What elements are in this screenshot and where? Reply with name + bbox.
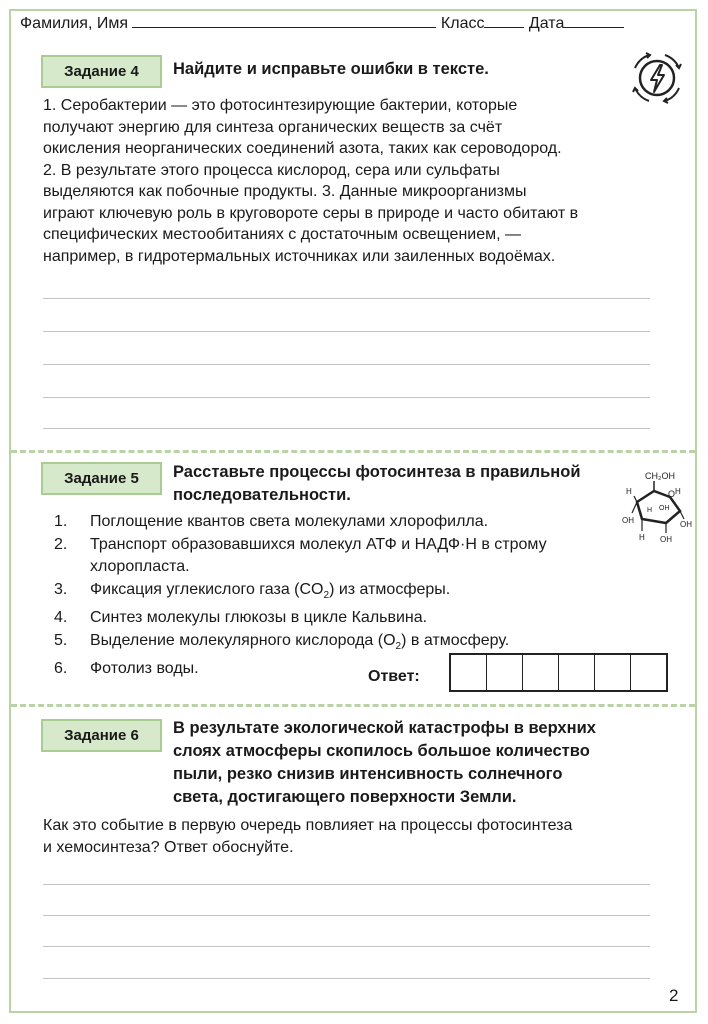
task6-title-line: слоях атмосферы скопилось большое количество bbox=[173, 742, 590, 760]
task6-badge: Задание 6 bbox=[41, 719, 162, 752]
class-label: Класс bbox=[440, 15, 485, 32]
item-number: 6. bbox=[54, 660, 68, 678]
molecule-label: OH bbox=[680, 520, 692, 529]
lightning-cycle-icon bbox=[627, 48, 687, 108]
task6-title-line: В результате экологической катастрофы в верхних bbox=[173, 719, 596, 737]
answer-line[interactable] bbox=[43, 298, 650, 299]
list-item bbox=[54, 607, 630, 630]
molecule-label: OH bbox=[660, 535, 672, 544]
list-item bbox=[54, 511, 630, 534]
question-line: и хемосинтеза? Ответ обоснуйте. bbox=[43, 838, 294, 856]
task6-question bbox=[43, 815, 572, 858]
molecule-label: CH₂OH bbox=[645, 471, 675, 481]
task4-line: окисления неорганических соединений азота, таких как сероводород. bbox=[43, 140, 562, 157]
task4-text bbox=[43, 95, 578, 267]
task6-title-line: света, достигающего поверхности Земли. bbox=[173, 788, 517, 806]
item-number: 5. bbox=[54, 631, 68, 649]
answer-line[interactable] bbox=[43, 331, 650, 332]
item-text: ) из атмосферы. bbox=[329, 580, 451, 598]
item-text: Выделение молекулярного кислорода (O bbox=[90, 631, 396, 649]
list-item bbox=[54, 534, 630, 579]
task4-title: Найдите и исправьте ошибки в тексте. bbox=[173, 60, 489, 78]
date-blank[interactable] bbox=[564, 13, 624, 28]
question-line: Как это событие в первую очередь повлияет на процессы фотосинтеза bbox=[43, 817, 573, 834]
page-number: 2 bbox=[669, 986, 679, 1005]
answer-line[interactable] bbox=[43, 397, 650, 398]
answer-line[interactable] bbox=[43, 428, 650, 429]
task4-line: 2. В результате этого процесса кислород, сера или сульфаты bbox=[43, 161, 500, 179]
class-blank[interactable] bbox=[484, 13, 524, 28]
answer-cell[interactable] bbox=[631, 655, 666, 690]
answer-line[interactable] bbox=[43, 946, 650, 947]
task5-title-line: Расставьте процессы фотосинтеза в правильной bbox=[173, 463, 581, 481]
date-label: Дата bbox=[528, 15, 565, 32]
molecule-label: OH bbox=[622, 516, 634, 525]
answer-line[interactable] bbox=[43, 884, 650, 885]
answer-cell[interactable] bbox=[559, 655, 595, 690]
student-header bbox=[20, 13, 624, 33]
task4-line: выделяются как побочные продукты. 3. Данные микроорганизмы bbox=[43, 183, 527, 200]
item-text: Фиксация углекислого газа (CO bbox=[90, 580, 324, 598]
answer-cell[interactable] bbox=[523, 655, 559, 690]
task4-line: специфических местообитаниях с достаточным освещением, — bbox=[43, 226, 522, 243]
task4-badge: Задание 4 bbox=[41, 55, 162, 88]
section-divider bbox=[11, 450, 695, 453]
task5-badge: Задание 5 bbox=[41, 462, 162, 495]
item-text: Фотолиз воды. bbox=[90, 660, 199, 678]
item-text: Транспорт образовавшихся молекул АТФ и НАДФ·Н в строму bbox=[90, 535, 547, 553]
task4-line: играют ключевую роль в круговороте серы в природе и часто обитают в bbox=[43, 204, 579, 222]
item-number: 4. bbox=[54, 609, 68, 627]
section-divider bbox=[11, 704, 695, 707]
molecule-label: OH bbox=[659, 505, 670, 512]
answer-label: Ответ: bbox=[368, 668, 420, 685]
molecule-label: H bbox=[639, 533, 645, 542]
subscript: 2 bbox=[395, 640, 402, 652]
answer-line[interactable] bbox=[43, 364, 650, 365]
task4-line: получают энергию для синтеза органических веществ за счёт bbox=[43, 118, 503, 136]
task5-title-line: последовательности. bbox=[173, 486, 351, 504]
item-text: Синтез молекулы глюкозы в цикле Кальвина. bbox=[90, 609, 428, 627]
item-number: 2. bbox=[54, 535, 68, 553]
answer-cell[interactable] bbox=[487, 655, 523, 690]
item-number: 1. bbox=[54, 513, 68, 530]
list-item bbox=[54, 579, 630, 608]
molecule-label: H bbox=[626, 487, 632, 496]
molecule-label: H bbox=[675, 487, 681, 496]
item-number: 3. bbox=[54, 580, 68, 598]
task6-title-line: пыли, резко снизив интенсивность солнечного bbox=[173, 765, 563, 783]
name-label: Фамилия, Имя bbox=[20, 15, 128, 32]
molecule-label: O bbox=[668, 489, 676, 499]
item-text: ) в атмосферу. bbox=[401, 631, 510, 649]
task4-line: 1. Серобактерии — это фотосинтезирующие бактерии, которые bbox=[43, 97, 518, 114]
answer-cell[interactable] bbox=[451, 655, 487, 690]
task6-title bbox=[173, 717, 596, 809]
answer-cell[interactable] bbox=[595, 655, 631, 690]
task5-title bbox=[173, 461, 580, 507]
answer-line[interactable] bbox=[43, 978, 650, 979]
name-blank[interactable] bbox=[132, 13, 436, 28]
item-text: хлоропласта. bbox=[90, 558, 190, 575]
item-text: Поглощение квантов света молекулами хлорофилла. bbox=[90, 513, 489, 530]
molecule-label: H bbox=[647, 507, 653, 514]
answer-line[interactable] bbox=[43, 915, 650, 916]
task4-line: например, в гидротермальных источниках или заиленных водоёмах. bbox=[43, 247, 556, 265]
answer-grid bbox=[449, 653, 668, 692]
subscript: 2 bbox=[323, 589, 330, 601]
